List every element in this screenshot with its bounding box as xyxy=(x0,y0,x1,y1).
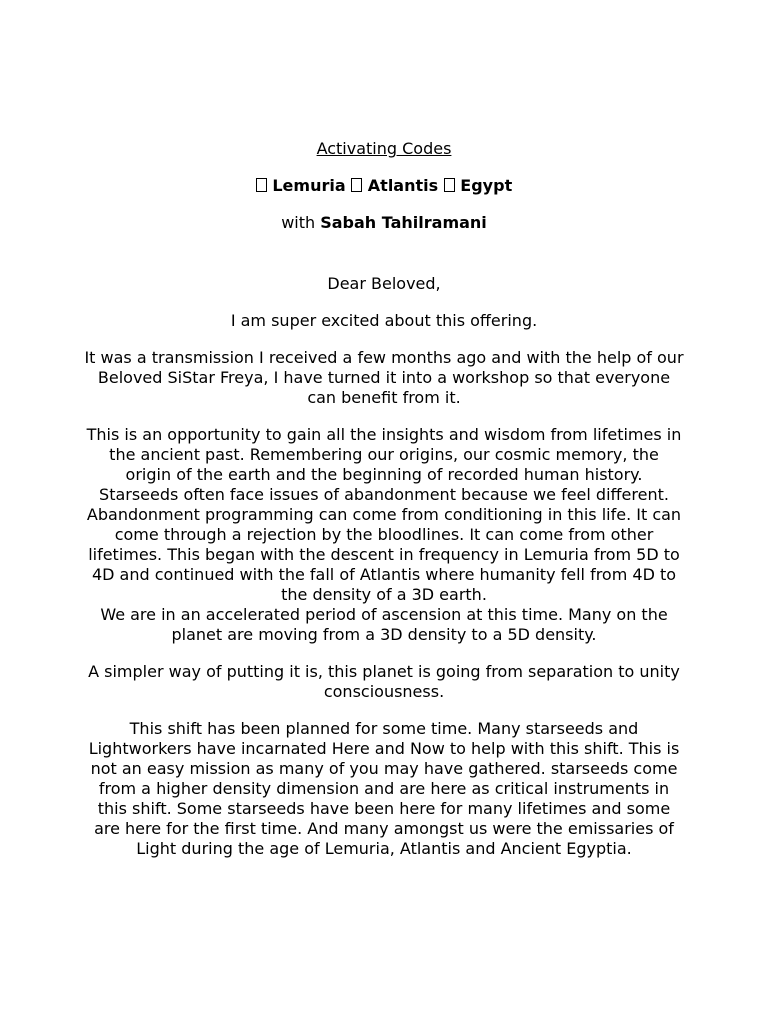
greeting-paragraph: Dear Beloved, xyxy=(327,274,441,293)
opportunity-paragraph: This is an opportunity to gain all the insights and wisdom from lifetimes in the ancient past. Remembering our origins, our cosmic memory, the origin of the earth and the beginning of recorded human history. xyxy=(86,425,682,484)
author-name: Sabah Tahilramani xyxy=(320,213,487,232)
shift-paragraph: This shift has been planned for some time. Many starseeds and Lightworkers have incarnated Here and Now to help with this shift. This is not an easy mission as many of you may have gathered. starseeds come from a higher density dimension and are here as critical instruments in this shift. Some starseeds have been here for many lifetimes and some are here for the first time. And many amongst us were the emissaries of Light during the age of Lemuria, Atlantis and Ancient Egyptia. xyxy=(88,719,680,858)
subtitle-item-lemuria: Lemuria xyxy=(272,176,346,195)
subtitle-item-atlantis: Atlantis xyxy=(367,176,439,195)
ascension-paragraph: We are in an accelerated period of ascension at this time. Many on the planet are moving from a 3D density to a 5D density. xyxy=(100,605,668,644)
missing-glyph-box-icon xyxy=(256,178,267,192)
subtitle-line xyxy=(84,176,684,196)
starseeds-paragraph: Starseeds often face issues of abandonment because we feel different. Abandonment programming can come from conditioning in this life. It can come through a rejection by the bloodlines. It can come from other lifetimes. This began with the descent in frequency in Lemuria from 5D to 4D and continued with the fall of Atlantis where humanity fell from 4D to the density of a 3D earth. xyxy=(86,485,682,604)
document-title: Activating Codes xyxy=(316,139,452,158)
missing-glyph-box-icon xyxy=(444,178,455,192)
document-body xyxy=(84,139,684,859)
author-prefix: with xyxy=(281,213,321,232)
missing-glyph-box-icon xyxy=(351,178,362,192)
subtitle-item-egypt: Egypt xyxy=(460,176,513,195)
simpler-paragraph: A simpler way of putting it is, this planet is going from separation to unity consciousness. xyxy=(88,662,680,701)
excited-paragraph: I am super excited about this offering. xyxy=(230,311,538,330)
transmission-paragraph: It was a transmission I received a few months ago and with the help of our Beloved SiStar Freya, I have turned it into a workshop so that everyone can benefit from it. xyxy=(84,348,684,407)
author-line xyxy=(84,213,684,233)
